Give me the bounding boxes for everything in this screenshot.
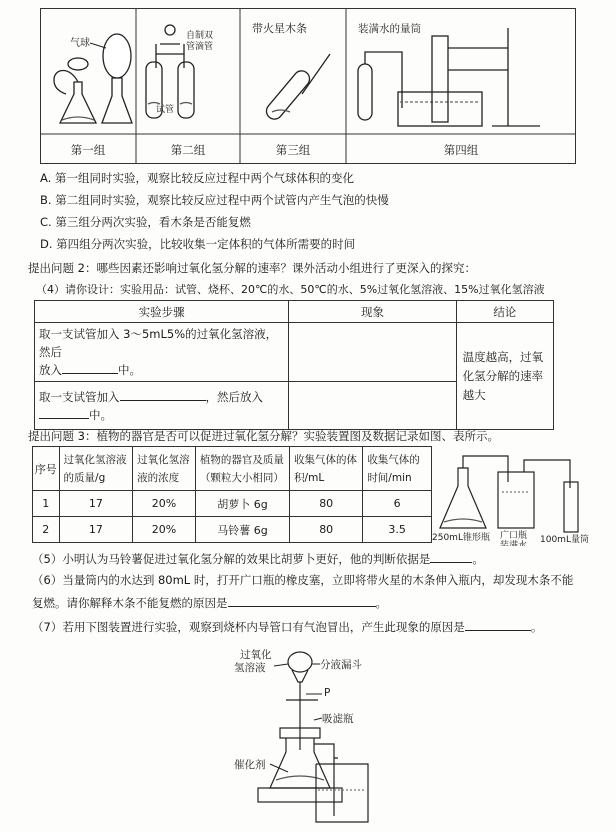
data-header-volume: 收集气体的体积/mL — [290, 447, 363, 491]
group2-dropper-label-line2: 管滴管 — [186, 42, 214, 52]
design-table — [34, 300, 554, 430]
data-row1-mass: 17 — [59, 491, 133, 517]
group3-caption: 第三组 — [275, 143, 311, 157]
apparatus-figure-svg — [432, 442, 608, 546]
data-row-1 — [33, 491, 432, 517]
question6-line1: （6）当量筒内的水达到 80mL 时，打开广口瓶的橡皮塞，立即将带火星的木条伸入瓶内，却发现木条不能 — [32, 573, 574, 587]
option-b: B. 第二组同时实验，观察比较反应过程中两个试管内产生气泡的快慢 — [40, 193, 389, 207]
question3-intro: 提出问题 3：植物的器官是否可以促进过氧化氢分解？实验装置图及数据记录如图、表所示。 — [28, 429, 499, 443]
groups-figure — [40, 8, 576, 164]
question5-blank[interactable] — [430, 550, 472, 563]
group2-dropper-label — [186, 29, 216, 52]
apparatus-figure — [432, 442, 608, 546]
design-row1-line1: 取一支试管加入 3～5mL5%的过氧化氢溶液，然后 — [39, 327, 278, 359]
apparatus-jar-label — [500, 529, 530, 546]
design-row2-phenomenon[interactable] — [289, 382, 456, 430]
label-flask: 吸滤瓶 — [322, 713, 354, 725]
label-h2o2 — [234, 648, 275, 674]
design-row2-end: 中。 — [89, 407, 112, 422]
group4-drawing — [358, 28, 540, 126]
design-row2-blank2[interactable] — [39, 406, 89, 419]
group2-tube-label: 试管 — [156, 105, 175, 115]
data-row2-index: 2 — [33, 517, 60, 543]
group2-caption: 第二组 — [170, 143, 206, 157]
data-row-2 — [33, 517, 432, 543]
group3-drawing — [263, 54, 330, 122]
question7-period: 。 — [530, 620, 543, 634]
design-row2-add: 取一支试管加入 — [39, 389, 120, 404]
data-header-time: 收集气体的时间/min — [363, 447, 432, 491]
data-row2-mass: 17 — [59, 517, 133, 543]
design-row2-line2 — [39, 406, 284, 424]
question7-text: （7）若用下图装置进行实验，观察到烧杯内导管口有气泡冒出，产生此现象的原因是 — [32, 620, 465, 634]
label-h2o2-line1: 过氧化 — [240, 649, 272, 661]
design-row1-phenomenon[interactable] — [289, 323, 456, 382]
apparatus-jar-label-line1: 广口瓶 — [500, 531, 528, 541]
option-c: C. 第三组分两次实验，看木条是否能复燃 — [40, 215, 251, 229]
design-row1-line2 — [39, 361, 284, 379]
design-row1-end: 中。 — [118, 363, 141, 377]
group1-balloon-label: 气球 — [70, 38, 90, 49]
data-row1-index: 1 — [33, 491, 60, 517]
data-header-organ: 植物的器官及质量（颗粒大小相同） — [195, 447, 289, 491]
data-header-concentration: 过氧化氢溶液的浓度 — [133, 447, 196, 491]
apparatus-cylinder-label: 100mL量筒 — [540, 535, 589, 545]
design-row1-blank[interactable] — [62, 361, 118, 374]
data-row2-concentration: 20% — [133, 517, 196, 543]
question5 — [32, 550, 484, 567]
groups-figure-svg — [40, 8, 576, 164]
group4-cylinder-label: 装满水的量筒 — [358, 23, 421, 35]
design-header-conclusion: 结论 — [456, 301, 553, 323]
label-funnel: 分液漏斗 — [320, 659, 362, 671]
group4-caption: 第四组 — [443, 143, 479, 157]
data-header-index: 序号 — [33, 447, 60, 491]
group1-caption: 第一组 — [70, 143, 106, 157]
design-header-phenomenon: 现象 — [289, 301, 456, 323]
question7-blank[interactable] — [465, 618, 531, 631]
bottom-apparatus-svg — [226, 640, 406, 828]
label-catalyst: 催化剂 — [234, 759, 266, 771]
label-h2o2-line2: 氢溶液 — [234, 662, 266, 674]
question4-prompt: （4）请你设计：实验用品：试管、烧杯、20℃的水、50℃的水、5%过氧化氢溶液、15%过氧化氢溶液 — [36, 283, 545, 296]
design-row2-blank1[interactable] — [120, 388, 206, 401]
data-row2-time: 3.5 — [363, 517, 432, 543]
data-row1-time: 6 — [363, 491, 432, 517]
label-p: P — [324, 687, 331, 699]
group1-drawing — [54, 34, 132, 123]
question7 — [32, 618, 542, 635]
data-row2-volume: 80 — [290, 517, 363, 543]
design-header-steps: 实验步骤 — [35, 301, 289, 323]
question6-text: 复燃。请你解释木条不能复燃的原因是 — [32, 596, 228, 610]
group2-dropper-label-line1: 自制双 — [186, 31, 214, 41]
option-d: D. 第四组分两次实验，比较收集一定体积的气体所需要的时间 — [40, 237, 356, 251]
group3-splint-label: 带火星木条 — [252, 22, 307, 35]
design-row2-line1 — [39, 388, 284, 406]
data-row1-volume: 80 — [290, 491, 363, 517]
design-row1-step — [35, 323, 289, 382]
bottom-apparatus — [226, 640, 406, 828]
data-row2-organ: 马铃薯 6g — [195, 517, 289, 543]
question2-intro: 提出问题 2：哪些因素还影响过氧化氢分解的速率？课外活动小组进行了更深入的探究： — [28, 261, 476, 275]
design-row2-step — [35, 382, 289, 430]
option-a: A. 第一组同时实验，观察比较反应过程中两个气球体积的变化 — [40, 171, 354, 185]
question5-text: （5）小明认为马铃薯促进过氧化氢分解的效果比胡萝卜更好，他的判断依据是 — [32, 552, 431, 566]
data-table — [32, 446, 432, 543]
question5-period: 。 — [472, 552, 484, 566]
question6-blank[interactable] — [228, 594, 376, 607]
question6-period: 。 — [375, 596, 387, 610]
apparatus-jar-label-line2: 装满水 — [500, 541, 528, 546]
design-row2-then: ，然后放入 — [205, 389, 263, 404]
design-conclusion: 温度越高，过氧化氢分解的速率越大 — [456, 323, 553, 430]
data-row1-concentration: 20% — [133, 491, 196, 517]
apparatus-flask-label: 250mL锥形瓶 — [432, 533, 490, 543]
data-row1-organ: 胡萝卜 6g — [195, 491, 289, 517]
data-header-mass: 过氧化氢溶液的质量/g — [59, 447, 133, 491]
design-row1-put: 放入 — [39, 363, 62, 377]
question6-line2 — [32, 594, 387, 611]
